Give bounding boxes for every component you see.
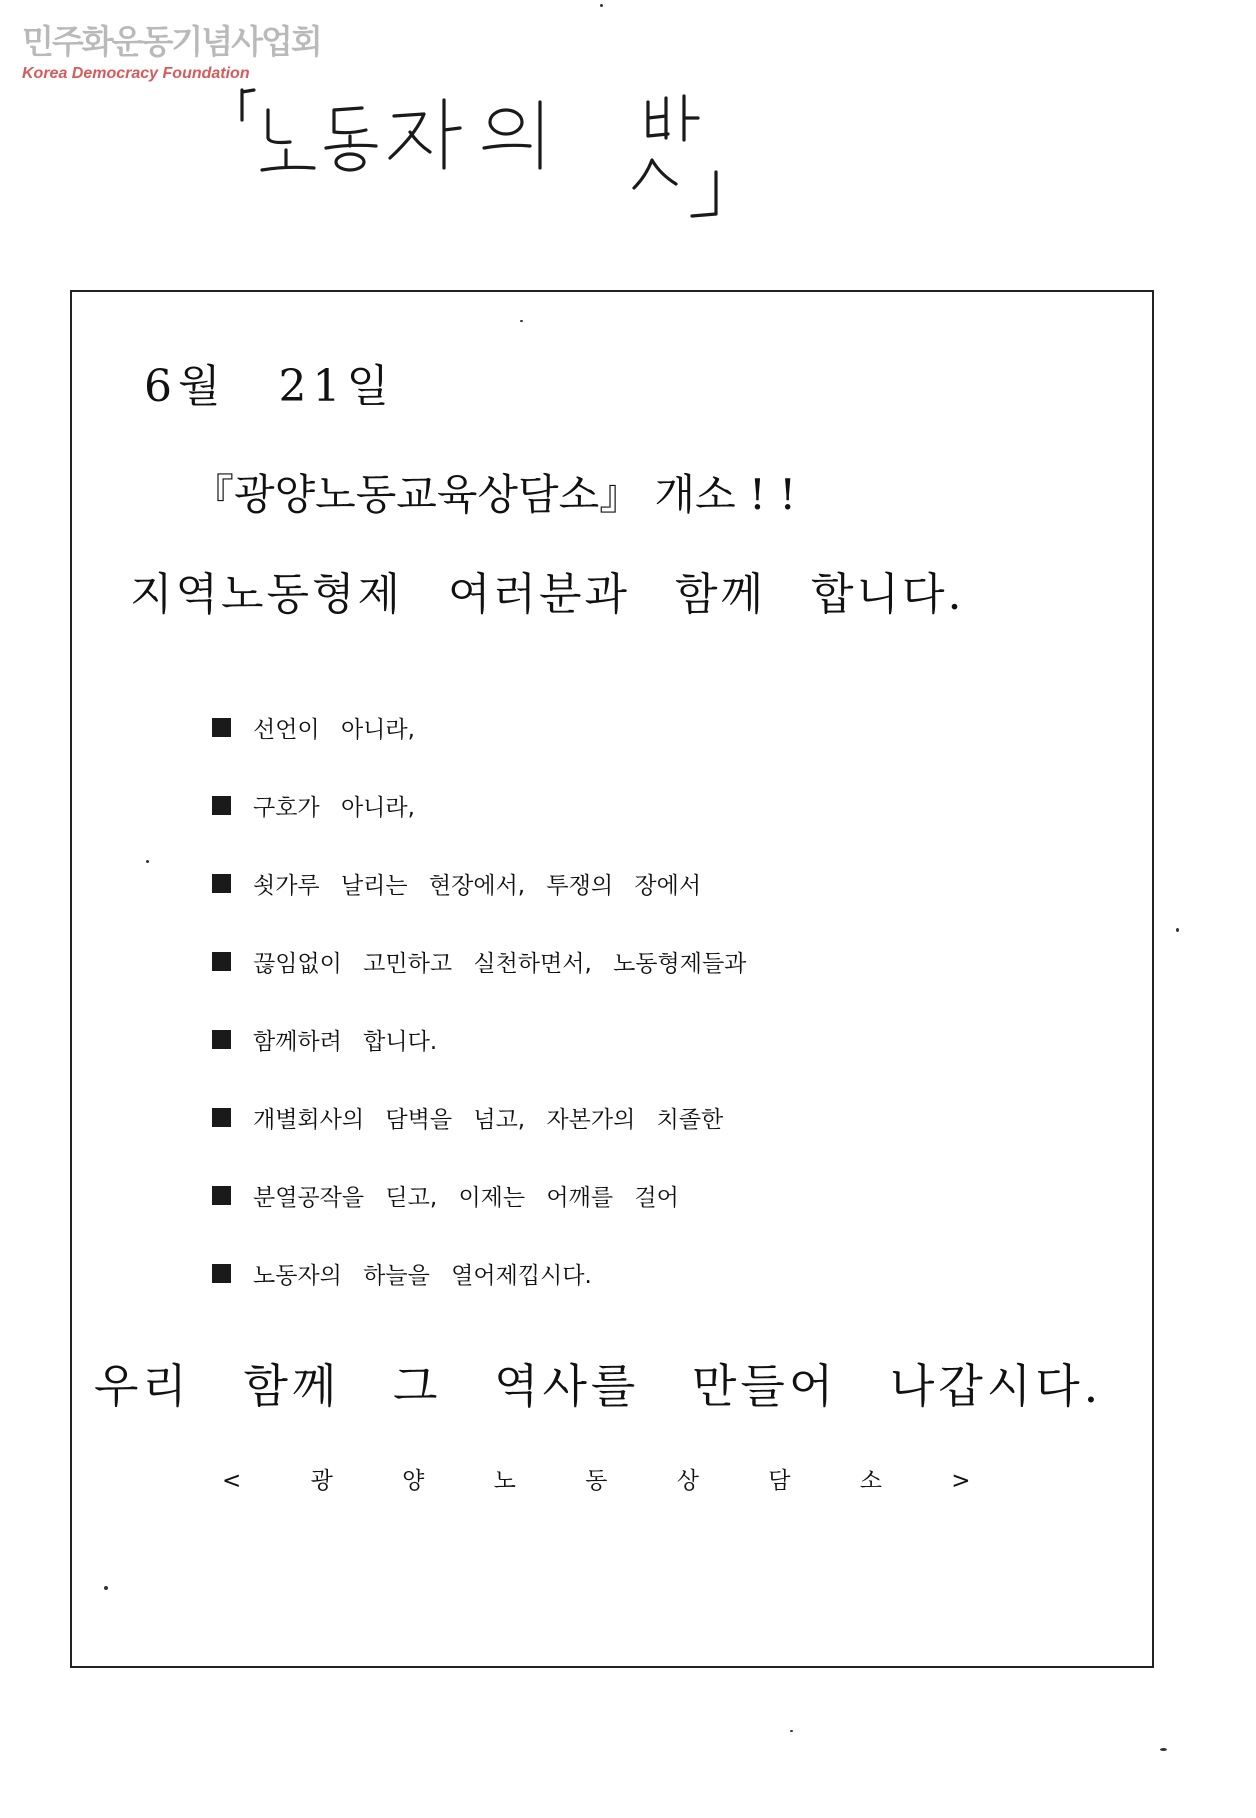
list-item-text: 개별회사의 담벽을 넘고, 자본가의 치졸한	[253, 1106, 724, 1133]
scan-speck	[146, 860, 149, 863]
square-bullet-icon	[212, 796, 231, 815]
list-item	[212, 1078, 746, 1156]
list-item-text: 노동자의 하늘을 열어제낍시다.	[253, 1262, 592, 1289]
square-bullet-icon	[212, 1264, 231, 1283]
handwritten-title-drawing	[238, 88, 758, 238]
opening-announcement: 『광양노동교육상담소』 개소 ! !	[192, 470, 797, 519]
list-item-text: 함께하려 합니다.	[253, 1028, 438, 1055]
square-bullet-icon	[212, 1108, 231, 1127]
handwritten-title	[238, 88, 758, 238]
list-item	[212, 1234, 746, 1312]
scan-speck	[104, 1586, 108, 1590]
list-item-text: 선언이 아니라,	[253, 716, 415, 743]
square-bullet-icon	[212, 952, 231, 971]
list-item	[212, 1000, 746, 1078]
scan-speck	[1176, 928, 1179, 932]
bullet-list	[212, 688, 746, 1312]
watermark-english: Korea Democracy Foundation	[22, 65, 250, 82]
list-item	[212, 844, 746, 922]
list-item-text: 끊임없이 고민하고 실천하면서, 노동형제들과	[253, 950, 747, 977]
signature: < 광 양 노 동 상 담 소 >	[222, 1468, 1002, 1494]
date-day: 21일	[278, 361, 395, 412]
list-item	[212, 922, 746, 1000]
square-bullet-icon	[212, 718, 231, 737]
square-bullet-icon	[212, 1030, 231, 1049]
list-item-text: 구호가 아니라,	[253, 794, 415, 821]
document-frame	[70, 290, 1154, 1668]
scan-speck	[1160, 1748, 1167, 1751]
list-item-text: 쇳가루 날리는 현장에서, 투쟁의 장에서	[253, 872, 702, 899]
watermark-logo	[22, 22, 321, 84]
list-item	[212, 1156, 746, 1234]
closing-statement: 우리 함께 그 역사를 만들어 나갑시다.	[94, 1359, 1103, 1413]
slogan: 지역노동형제 여러분과 함께 합니다.	[130, 569, 965, 620]
scan-speck	[600, 4, 603, 7]
list-item	[212, 688, 746, 766]
square-bullet-icon	[212, 1186, 231, 1205]
list-item-text: 분열공작을 딛고, 이제는 어깨를 걸어	[253, 1184, 679, 1211]
watermark-korean: 민주화운동기념사업회	[22, 22, 321, 61]
square-bullet-icon	[212, 874, 231, 893]
list-item	[212, 766, 746, 844]
date-month: 6월	[144, 361, 227, 412]
event-date	[144, 350, 395, 414]
scan-speck	[520, 320, 523, 322]
scan-speck	[790, 1730, 793, 1732]
